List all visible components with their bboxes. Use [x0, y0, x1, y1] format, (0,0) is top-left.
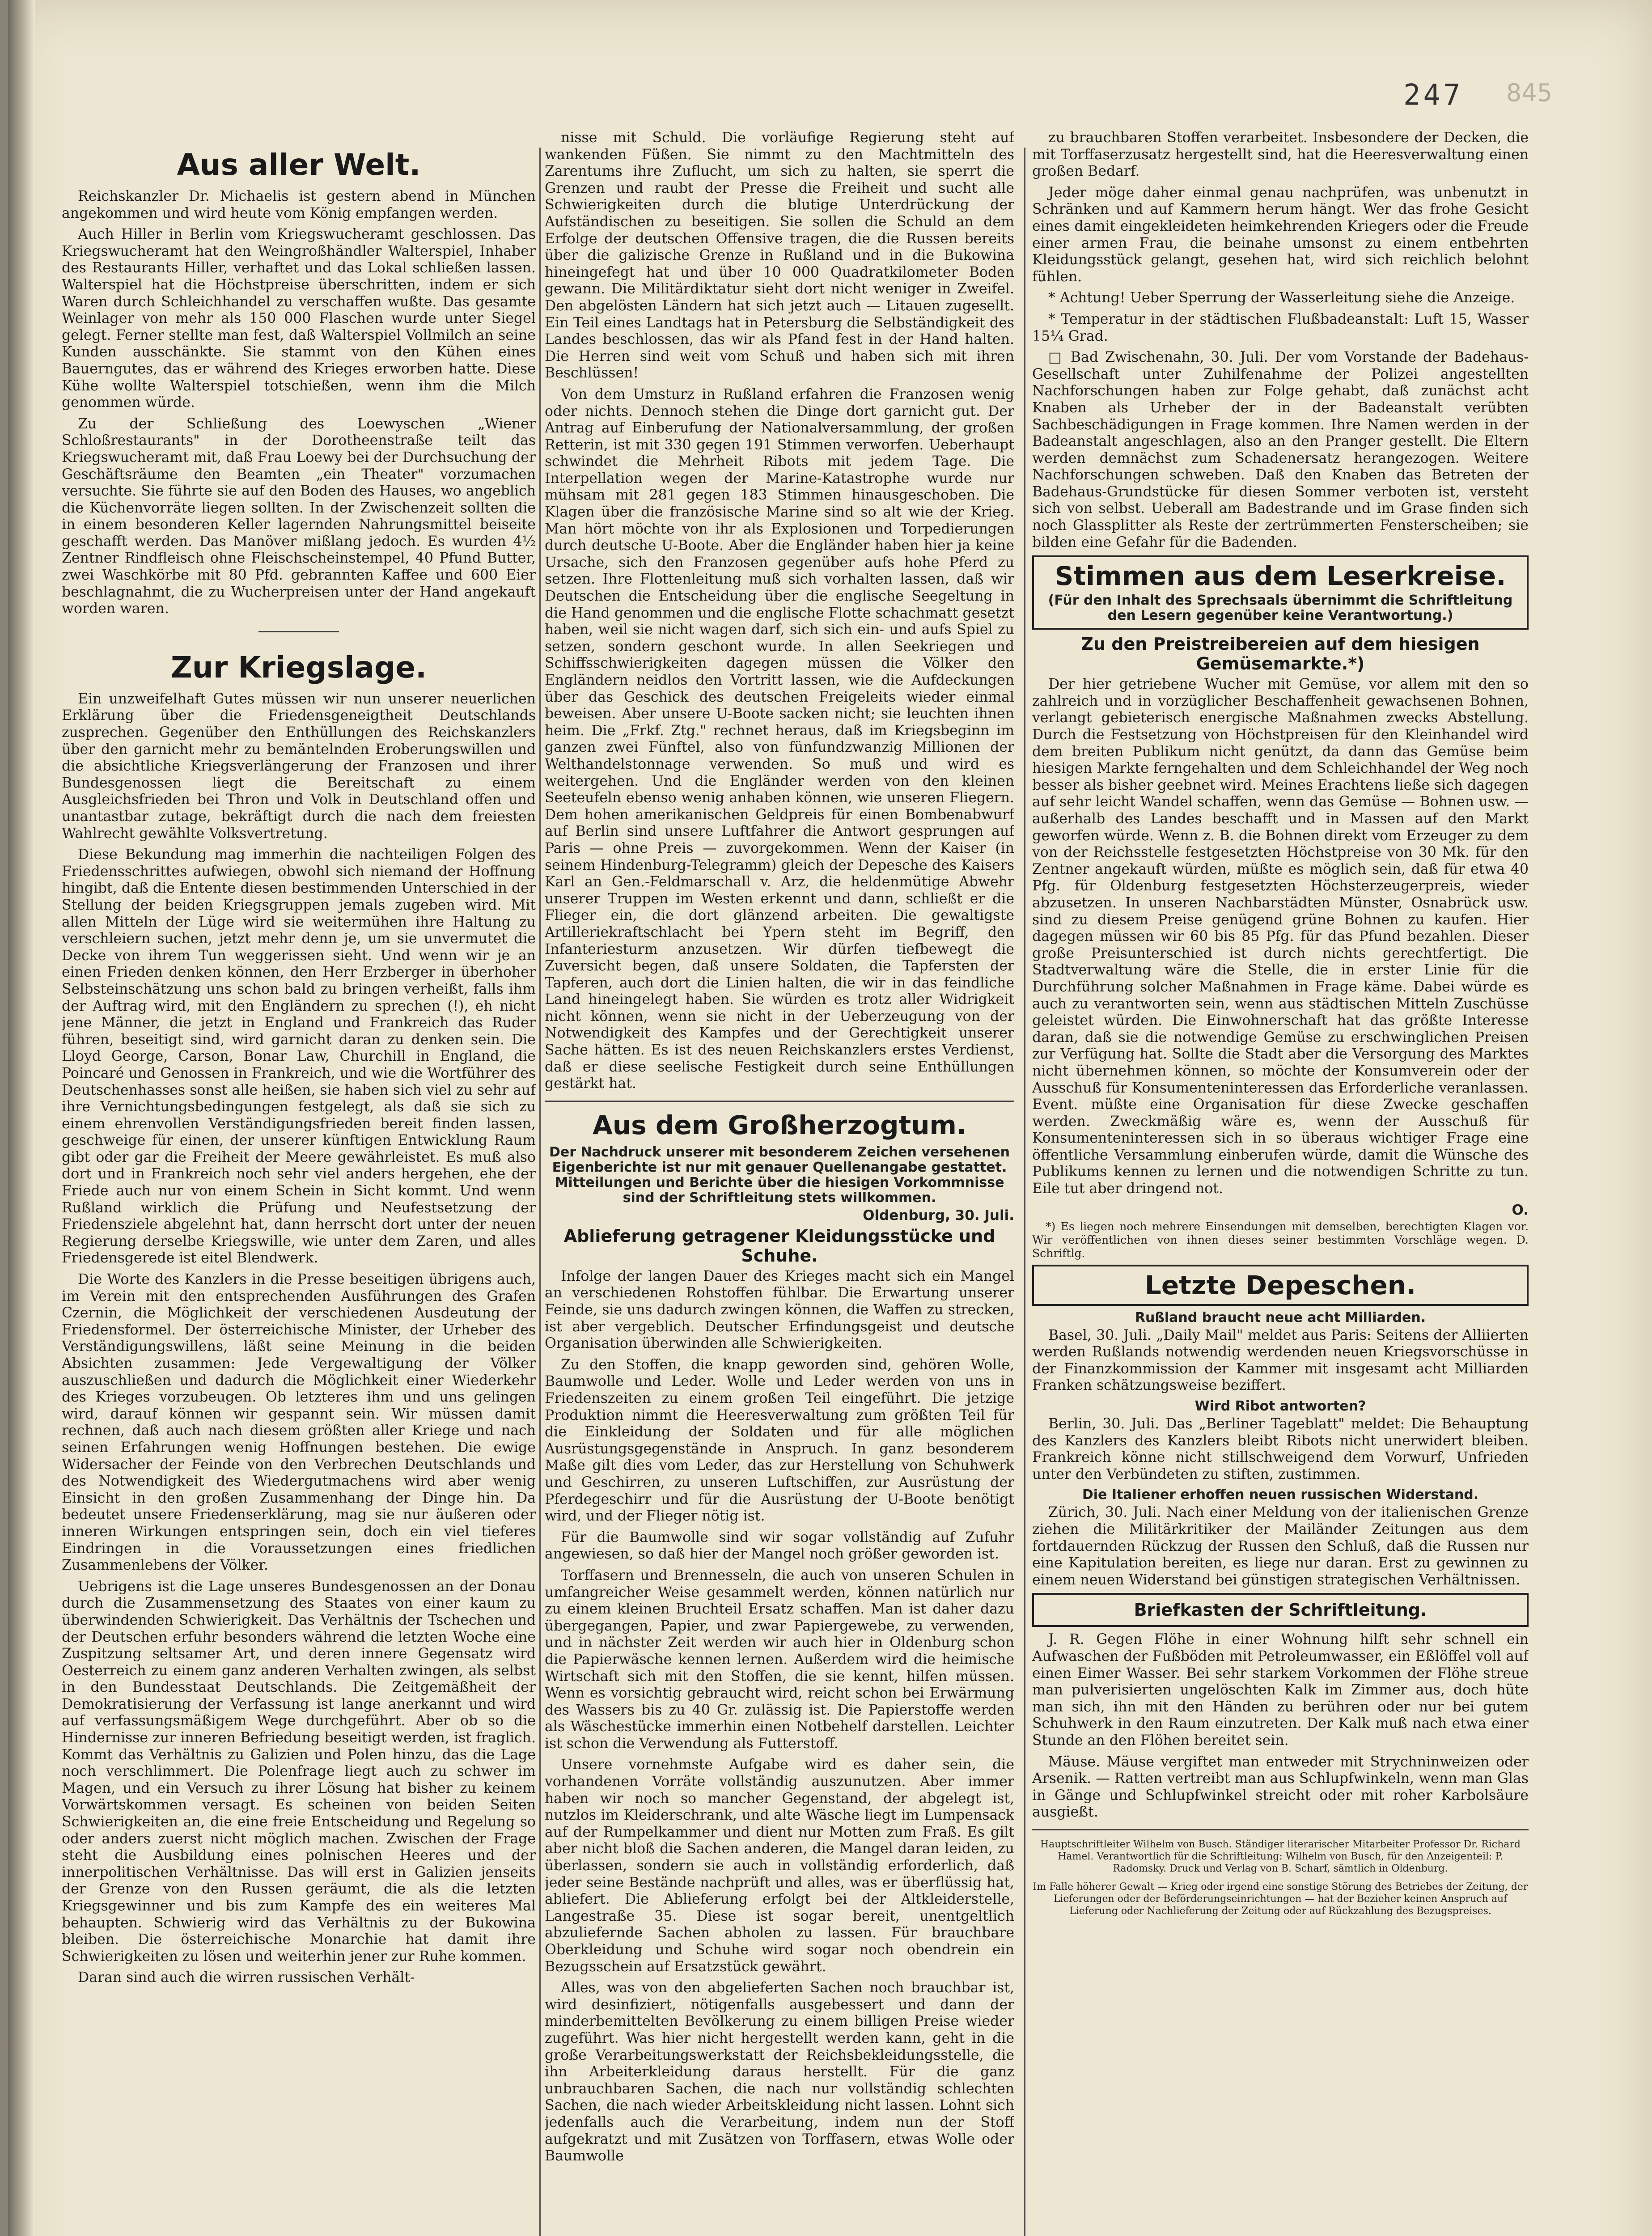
- force-majeure-notice: Im Falle höherer Gewalt — Krieg oder irgend eine sonstige Störung des Betriebes der Zeitung, der Lieferungen oder der Beförderungseinrichtungen — hat der Bezieher keinen Anspruch auf Lieferung oder Nachlieferung der Zeitung oder auf Rückzahlung des Bezugspreises.: [1033, 1881, 1528, 1917]
- depesche-zuerich: Zürich, 30. Juli. Nach einer Meldung von der italienischen Grenze ziehen die Militärkritiker der Mailänder Zeitungen aus dem fortdauernden Rückzug der Russen den Schluß, daß die Russen nur eine Kapitulation bereiten, es liege nur daran. Erst zu gewinnen zu einem neuen Widerstand bei günstigen strategischen Verhältnissen.: [1032, 1504, 1529, 1588]
- article-michaelis: Reichskanzler Dr. Michaelis ist gestern abend in München angekommen und wird heute vom König empfangen werden.: [62, 188, 536, 221]
- heading-preistreibereien: Zu den Preistreibereien auf dem hiesigen Gemüsemarkte.*): [1081, 634, 1480, 674]
- ablieferung-paragraph: Unsere vornehmste Aufgabe wird es daher sein, die vorhandenen Vorräte vollständig auszunutzen. Aber immer haben wir noch so mancher Gegenstand, der abgelegt ist, nutzlos im Kleiderschrank, und alte Wäsche liegt im Lumpensack auf der Rumpelkammer und dient nur Motten zum Fraß. Es gilt aber nicht bloß die Sachen anderen, die Mangel daran leiden, zu überlassen, sondern sie auch in vollständig erforderlich, daß jeder seine Bestände nachprüft und alles, was er überflüssig hat, abliefert. Die Ablieferung erfolgt bei der Altkleiderstelle, Langestraße 35. Diese ist sogar bereit, unentgeltlich abzuliefernde Sachen abholen zu lassen. Für brauchbare Oberkleidung und Schuhe wird sogar noch obendrein ein Bezugsschein auf Ersatzstück gewährt.: [545, 1757, 1014, 1975]
- article-hiller: Auch Hiller in Berlin vom Kriegswucheramt geschlossen. Das Kriegswucheramt hat den Weingroßhändler Walterspiel, Inhaber des Restaurants Hiller, verhaftet und das Lokal schließen lassen. Walterspiel hat die Höchstpreise überschritten, indem er sich Waren durch Schleichhandel zu verschaffen wußte. Das gesamte Weinlager von mehr als 150 000 Flaschen wurde unter Siegel gelegt. Ferner stellte man fest, daß Walterspiel Vollmilch an seine Kunden ausschänkte. Sie stammt von den Kühen eines Bauerngutes, das er während des Krieges erworben hatte. Diese Kühe wollte Walterspiel totschießen, wenn ihm die Milch genommen würde.: [62, 226, 536, 411]
- subhead-widerstand: Die Italiener erhoffen neuen russischen Widerstand.: [1082, 1487, 1479, 1503]
- column-3: [1032, 130, 1529, 2236]
- heading-briefkasten: Briefkasten der Schriftleitung.: [1134, 1600, 1427, 1620]
- depesche-basel: Basel, 30. Juli. „Daily Mail" meldet aus Paris: Seitens der Alliierten werden Rußlands notwendig werdenden neuen Kriegsvorschüsse in der Finanzkommission der Kammer mit insgesamt acht Milliarden Franken schätzungsweise beziffert.: [1032, 1327, 1529, 1394]
- ablieferung-continued: Jeder möge daher einmal genau nachprüfen, was unbenutzt in Schränken und auf Kammern herum hängt. Wer das frohe Gesicht eines damit eingekleideten heimkehrenden Kriegers oder die Freude einer armen Frau, die beinahe umsonst zu einem entbehrten Kleidungsstück gelangt, gesehen hat, wird sich reichlich belohnt fühlen.: [1032, 184, 1529, 285]
- subhead-ribot: Wird Ribot antworten?: [1195, 1398, 1366, 1414]
- stimmen-disclaimer: (Für den Inhalt des Sprechsaals übernimmt die Schriftleitung den Lesern gegenüber keine Verantwortung.): [1048, 593, 1513, 624]
- letter-gemuse: Der hier getriebene Wucher mit Gemüse, vor allem mit den so zahlreich und in vorzüglicher Beschaffenheit gewachsenen Bohnen, verlangt gebieterisch energische Maßnahmen zwecks Abstellung. Durch die Festsetzung von Höchstpreisen für den Kleinhandel wird dem breiten Publikum nicht genützt, da dann das Gemüse beim hiesigen Markte ferngehalten und dem Schleichhandel der Weg noch besser als bisher geebnet wird. Meines Erachtens ließe sich dagegen auf sehr leicht Wandel schaffen, wenn das Gemüse — Bohnen usw. — außerhalb des Landes beschafft und in Massen auf den Markt geworfen würde. Wenn z. B. die Bohnen direkt vom Erzeuger zu dem von der Reichsstelle festgesetzten Höchstpreise von 30 Mk. für den Zentner angekauft würden, müßte es möglich sein, daß für etwa 40 Pfg. für Oldenburg festgesetzten Höchsterzeugerpreis, wieder abzusetzen. In unseren Nachbarstädten Münster, Osnabrück usw. sind zu diesem Preise genügend grüne Bohnen zu kaufen. Hier dagegen müssen wir 60 bis 85 Pfg. für das Pfund bezahlen. Dieser große Preisunterschied ist durch nichts gerechtfertigt. Die Stadtverwaltung wäre die Stelle, die in erster Linie für die Durchführung solcher Maßnahmen in Frage käme. Dabei würde es auch zu verantworten sein, wenn aus städtischen Mitteln Zuschüsse geleistet würden. Die Einwohnerschaft hat das größte Interesse daran, daß sie die notwendige Gemüse zu erschwinglichen Preisen zur Verfügung hat. Sollte die Stadt aber die Versorgung des Marktes nicht übernehmen können, so möchte der Konsumverein oder der Ausschuß für Konsumenteninteressen das Erforderliche veranlassen. Event. müßte eine Organisation für diese Zwecke geschaffen werden. Zweckmäßig wäre es, wenn der Ausschuß für Konsumenteninteressen sich in so überaus wichtiger Frage eine öffentliche Versammlung einberufen würde, damit die Wünsche des Publikums kennen zu lernen und die notwendigen Schritte zu tun. Eile tut aber dringend not.: [1032, 676, 1529, 1197]
- dateline: Oldenburg, 30. Juli.: [863, 1207, 1014, 1224]
- ablieferung-paragraph: Zu den Stoffen, die knapp geworden sind, gehören Wolle, Baumwolle und Leder. Wolle und Leder werden von uns in Friedenszeiten zu einem großen Teil eingeführt. Die jetzige Produktion nimmt die Heeresverwaltung zum größten Teil für die Einkleidung der Soldaten und für alle möglichen Ausrüstungsgegenstände in Anspruch. In ganz besonderem Maße gilt dies vom Leder, das zur Herstellung von Schuhwerk und Geschirren, zu unseren Luftschiffen, zur Ausrüstung der Pferdegeschirr und für die Ausrüstung der U-Boote benötigt wird, und der Flieger nötig ist.: [545, 1356, 1014, 1525]
- section-divider: [258, 631, 339, 632]
- heading-grossherzogtum: Aus dem Großherzogtum.: [593, 1110, 966, 1140]
- column-rule-1: [539, 148, 541, 2236]
- kriegslage-paragraph: Die Worte des Kanzlers in die Presse beseitigen übrigens auch, im Verein mit den entsprechenden Ausführungen des Grafen Czernin, die Möglichkeit der verschiedenen Ausdeutung der Friedensformel. Der österreichische Minister, der Urheber des Verständigungswillens, läßt seine Meinung in die beiden Absichten zusammen: Jede Vergewaltigung der Völker auszuschließen und dadurch die Möglichkeit einer Wiederkehr des Krieges vorzubeugen. Ob letzteres ihm und uns gelingen wird, darauf können wir gespannt sein. Wir müssen damit rechnen, daß auch nach diesem größten aller Kriege und nach seinen Erfahrungen wenig Hoffnungen bestehen. Die ewige Widersacher der Feinde von den Verbrechen Deutschlands und des Notwendigkeit des Wiedergutmachens wird aber wenig Einsicht in den großen Zusammenhang der Dinge hin. Da bedeutet unsere Friedenserklärung, mag sie nur äußeren oder inneren Wirkungen entspringen sein, doch ein viel tieferes Eindringen in die Voraussetzungen eines friedlichen Zusammenlebens der Völker.: [62, 1271, 536, 1574]
- heading-aus-aller-welt: Aus aller Welt.: [177, 148, 421, 182]
- stimmen-header-box: [1032, 555, 1529, 630]
- notice-wasserleitung: * Achtung! Ueber Sperrung der Wasserleitung siehe die Anzeige.: [1048, 290, 1515, 306]
- page-number: 247: [1403, 79, 1463, 112]
- depesche-berlin: Berlin, 30. Juli. Das „Berliner Tageblatt" meldet: Die Behauptung des Kanzlers des Kanzlers bleibt Ribots nicht unerwidert bleiben. Frankreich könne nicht stillschweigend dem Vorwurf, Unfrieden unter den Verbündeten zu stiften, zustimmen.: [1032, 1416, 1529, 1482]
- kriegslage-paragraph: Ein unzweifelhaft Gutes müssen wir nun unserer neuerlichen Erklärung über die Friedensgeneigtheit Deutschlands zusprechen. Gegenüber den Enthüllungen des Reichskanzlers über den garnicht mehr zu bemäntelnden Eroberungswillen und die absichtliche Kriegsverlängerung der Franzosen und ihrer Bundesgenossen liegt die Bereitschaft zu einem Ausgleichsfrieden bei Thron und Volk in Deutschland offen und unantastbar zutage, bekräftigt durch die nach dem freiesten Wahlrecht gewählte Volksvertretung.: [62, 690, 536, 842]
- heading-ablieferung: Ablieferung getragener Kleidungsstücke und Schuhe.: [563, 1226, 995, 1266]
- kriegslage-continued: Von dem Umsturz in Rußland erfahren die Franzosen wenig oder nichts. Dennoch stehen die Dinge dort garnicht gut. Der Antrag auf Einberufung der Nationalversammlung, der großen Retterin, ist mit 330 gegen 191 Stimmen verworfen. Ueberhaupt schwindet die Mehrheit Ribots mit jedem Tage. Die Interpellation wegen der Marine-Katastrophe wurde nur mühsam mit 281 gegen 183 Stimmen hinausgeschoben. Die Klagen über die französische Marine sind so alt wie der Krieg. Man hört möchte von ihr als Explosionen und Torpedierungen durch deutsche U-Boote. Aber die Engländer haben hier ja keine Ursache, sich den Franzosen gegenüber aufs hohe Pferd zu setzen. Ihre Flottenleitung muß sich vorhalten lassen, daß wir Deutschen die Entscheidung über die englische Seegeltung in die Hand genommen und die englische Flotte schachmatt gesetzt haben, weil sie nicht wagen darf, sich sich ein- und aufs Spiel zu setzen, sondern geschont wurde. In allen Seekriegen und Schiffsschwierigkeiten dagegen müssen die Völker den Engländern neidlos den Vortritt lassen, wie die Aufdeckungen über das Geschick des deutschen Freigeleits wieder einmal beweisen. Aber unsere U-Boote sacken nicht; sie leuchten ihnen heim. Die „Frkf. Ztg." rechnet heraus, daß im Kriegsbeginn im ganzen zwei Fünftel, also von fünfundzwanzig Millionen der Welthandelstonnage verwenden. So muß und wird es weitergehen. Und die Engländer werden von den kleinen Seeteufeln ebenso wenig anhaben können, wie unseren Fliegern. Dem hohen amerikanischen Geldpreis für einen Bombenabwurf auf Berlin sind unsere Luftfahrer die Antwort gesprungen auf Paris — ohne Preis — zuvorgekommen. Wenn der Kaiser (in seinem Hindenburg-Telegramm) gleich der Depesche des Kaisers Karl an Gen.-Feldmarschall v. Arz, die heldenmütige Abwehr unserer Truppen im Westen erkennt und dann, schließt er die Flieger ein, die dort glänzend arbeiten. Die gewaltigste Artilleriekraftschlacht bei Ypern steht im Begriff, den Infanteriesturm anzusetzen. Wir dürfen tiefbewegt die Zuversicht begen, daß unsere Soldaten, die Tapfersten der Tapferen, auch dort die Linien halten, die wir in das feindliche Land hineingelegt haben. Sie würden es trotz aller Widrigkeit nicht können, wenn sie nicht in der Ueberzeugung von der Notwendigkeit des Kampfes und der Gerechtigkeit unserer Sache hätten. Es ist des neuen Reichskanzlers erstes Verdienst, daß er diese seelische Festigkeit durch seine Enthüllungen gestärkt hat.: [545, 386, 1014, 1092]
- ablieferung-paragraph: Infolge der langen Dauer des Krieges macht sich ein Mangel an verschiedenen Rohstoffen fühlbar. Die Erwartung unserer Feinde, sie uns dadurch zwingen können, die Waffen zu strecken, ist aber vergeblich. Deutscher Erfindungsgeist und deutsche Organisation überwinden alle Schwierigkeiten.: [545, 1268, 1014, 1352]
- editor-note: *) Es liegen noch mehrere Einsendungen mit demselben, berechtigten Klagen vor. Wir veröffentlichen von ihnen dieses seiner bestimmten Vorschläge wegen. D. Schriftlg.: [1032, 1220, 1529, 1260]
- column-1: [62, 130, 536, 2236]
- briefkasten-floehe: J. R. Gegen Flöhe in einer Wohnung hilft sehr schnell ein Aufwaschen der Fußböden mit Petroleumwasser, ein Eßlöffel voll auf einen Eimer Wasser. Bei sehr starkem Vorkommen der Flöhe streue man pulverisierten ungelöschten Kalk im Zimmer aus, doch hüte man sich, ihn mit den Händen zu berühren oder nur bei gutem Schuhwerk in den Raum einzutreten. Der Kalk muß nach etwa einer Stunde an den Flöhen bereitet sein.: [1032, 1631, 1529, 1749]
- section-divider: [545, 1101, 1014, 1102]
- column-2: [545, 130, 1014, 2236]
- kriegslage-continued: nisse mit Schuld. Die vorläufige Regierung steht auf wankenden Füßen. Sie nimmt zu den Machtmitteln des Zarentums ihre Zuflucht, um sich zu halten, sie sperrt die Grenzen und raubt der Presse die Freiheit und sucht alle Schwierigkeiten durch die blutige Unterdrückung der Aufständischen zu beseitigen. Sie sollen die Schuld an dem Erfolge der deutschen Offensive tragen, die die Russen bereits über die galizische Grenze in Rußland und in die Bukowina hineingefegt hat und über 10 000 Quadratkilometer Boden gewann. Die Militärdiktatur sieht dort nicht weniger in Zweifel. Den abgelösten Ländern hat sich jetzt auch — Litauen zugesellt. Ein Teil eines Landtags hat in Petersburg die Selbständigkeit des Landes beschlossen, das wir als Pfand fest in der Hand halten. Die Herren sind weit vom Schuß und haben sich mit ihren Beschlüssen!: [545, 130, 1014, 381]
- imprint-divider: [1032, 1829, 1529, 1830]
- ablieferung-paragraph: Für die Baumwolle sind wir sogar vollständig auf Zufuhr angewiesen, so daß hier der Mangel noch größer geworden ist.: [545, 1529, 1014, 1563]
- briefkasten-maeuse: Mäuse. Mäuse vergiftet man entweder mit Strychninweizen oder Arsenik. — Ratten vertreibt man aus Schlupfwinkeln, wenn man Glas in Gänge und Schlupfwinkel streicht oder mit roher Karbolsäure ausgießt.: [1032, 1753, 1529, 1821]
- article-zwischenahn: □ Bad Zwischenahn, 30. Juli. Der vom Vorstande der Badehaus-Gesellschaft unter Zuhilfenahme der Polizei angestellten Nachforschungen haben zur Folge gehabt, daß zunächst acht Knaben als Urheber der in der Badeanstalt verübten Sachbeschädigungen in Frage kommen. Ihre Namen werden in der Badeanstalt angeschlagen, also an den Pranger gestellt. Die Eltern werden demnächst zum Schadenersatz herangezogen. Weitere Nachforschungen schweben. Daß den Knaben das Betreten der Badehaus-Grundstücke für diesen Sommer verboten ist, versteht sich von selbst. Ueberall am Badestrande und im Grase finden sich noch Glassplitter als Reste der zertrümmerten Fensterscheiben; sie bilden eine Gefahr für die Badenden.: [1032, 349, 1529, 551]
- heading-letzte-depeschen: Letzte Depeschen.: [1144, 1270, 1416, 1300]
- briefkasten-header-box: [1032, 1593, 1529, 1627]
- page-spine-shadow: [8, 0, 35, 2236]
- article-loewy: Zu der Schließung des Loewyschen „Wiener Schloßrestaurants" in der Dorotheenstraße teilt das Kriegswucheramt mit, daß Frau Loewy bei der Durchsuchung der Geschäftsräume den Beamten „ein Theater" vorzumachen versuchte. Sie führte sie auf den Boden des Hauses, wo angeblich die Küchenvorräte liegen sollten. In der Zwischenzeit sollten die in einem besonderen Keller lagernden Nahrungsmittel beiseite geschafft werden. Das Manöver mißlang jedoch. Es wurden 4½ Zentner Rindfleisch ohne Fleischscheinstempel, 40 Pfund Butter, zwei Waschkörbe mit 80 Pfd. gebrannten Kaffee und 600 Eier beschlagnahmt, die zu Wucherpreisen unter der Hand angekauft worden waren.: [62, 415, 536, 617]
- pencil-annotation: 845: [1506, 79, 1553, 107]
- subhead-milliarden: Rußland braucht neue acht Milliarden.: [1135, 1309, 1426, 1326]
- letter-signature: O.: [1512, 1202, 1529, 1218]
- heading-stimmen: Stimmen aus dem Leserkreise.: [1055, 561, 1506, 592]
- reprint-notice: Der Nachdruck unserer mit besonderem Zeichen versehenen Eigenberichte ist nur mit genauer Quellenangabe gestattet. Mitteilungen und Berichte über die hiesigen Vorkommnisse sind der Schriftleitung stets willkommen.: [549, 1144, 1010, 1206]
- ablieferung-continued: zu brauchbaren Stoffen verarbeitet. Insbesondere der Decken, die mit Torffaserzusatz hergestellt sind, hat die Heeresverwaltung einen großen Bedarf.: [1032, 130, 1529, 180]
- ablieferung-paragraph: Torffasern und Brennesseln, die auch von unseren Schulen in umfangreicher Weise gesammelt werden, können natürlich nur zu einem kleinen Bruchteil Ersatz schaffen. Man ist daher dazu übergegangen, Papier, und zwar Papiergewebe, zu verwenden, und in nächster Zeit werden wir auch hier in Oldenburg schon die Papierwäsche kennen lernen. Außerdem wird die heimische Wirtschaft sich mit den Stoffen, die sie kennt, hilfen müssen. Wenn es vorsichtig gebraucht wird, reicht schon bei Erwärmung des Wassers bis zu 40 Gr. zulässig ist. Die Papierstoffe werden als Wäschestücke immerhin einen Notbehelf darstellen. Leichter ist schon die Verwendung als Futterstoff.: [545, 1567, 1014, 1752]
- newspaper-page: [8, 0, 1652, 2236]
- imprint: Hauptschriftleiter Wilhelm von Busch. Ständiger literarischer Mitarbeiter Professor Dr. Richard Hamel. Verantwortlich für die Schriftleitung: Wilhelm von Busch, für den Anzeigenteil: P. Radomsky. Druck und Verlag von B. Scharf, sämtlich in Oldenburg.: [1040, 1838, 1521, 1874]
- heading-kriegslage: Zur Kriegslage.: [170, 650, 427, 685]
- notice-temperatur: * Temperatur in der städtischen Flußbadeanstalt: Luft 15, Wasser 15¼ Grad.: [1032, 311, 1529, 344]
- depeschen-header-box: [1032, 1265, 1529, 1306]
- kriegslage-paragraph: Uebrigens ist die Lage unseres Bundesgenossen an der Donau durch die Zusammensetzung des Staates von einer kaum zu überwindenden Schwierigkeit. Das Verhältnis der Tschechen und der Deutschen erfuhr besonders während die letzten Woche eine Zuspitzung seltsamer Art, und deren innere Gegensatz wird Oesterreich zu einem ganz anderen Verhalten zwingen, als selbst in den Bundesstaat Deutschlands. Die Zeitgemäßheit der Demokratisierung der Verfassung ist lange anerkannt und wird auf verfassungsmäßigem Wege durchgeführt. Aber ob so die Hindernisse zur inneren Befriedung beseitigt werden, ist fraglich. Kommt das Verhältnis zu Galizien und Polen hinzu, das die Lage noch verschlimmert. Die Polenfrage liegt auch zu schwer im Magen, und ein Versuch zu ihrer Lösung hat bisher zu keinem Vorwärtskommen versagt. Es scheinen von beiden Seiten Schwierigkeiten an, die eine freie Entscheidung und Regelung so oder anders zuerst nicht möglich machen. Zwischen der Frage steht die Ausbildung eines polnischen Heeres und der innerpolitischen Verhältnisse. Das will erst in Galizien jenseits der Grenze von den Russen geräumt, die als die letzten Kriegsgewinner und bis zum Kampfe des ein weiteres Mal behaupten. Schwierig wird das Verhältnis zu der Bukowina bleiben. Die österreichische Monarchie hat damit ihre Schwierigkeiten zu lösen und weiterhin jener zur Ruhe kommen.: [62, 1578, 536, 1965]
- kriegslage-paragraph: Daran sind auch die wirren russischen Verhält-: [78, 1969, 415, 1986]
- kriegslage-paragraph: Diese Bekundung mag immerhin die nachteiligen Folgen des Friedensschrittes aufwiegen, obwohl sich niemand der Hoffnung hingibt, daß die Entente diesen bestimmenden Unterschied in der Stellung der beiden Kriegsgruppen jemals zugeben wird. Mit allen Mitteln der Lüge wird sie weitermühen ihre Haltung zu verschleiern suchen, jetzt mehr denn je, um sie unvermutet die Decke von ihrem Tun weggerissen sieht. Und wenn wir je an einen Frieden denken können, den Herr Erzberger in überhoher Selbsteinschätzung uns schon bald zu bringen verheißt, falls ihm der Auftrag wird, mit den Engländern zu sprechen (!), eh nicht jene Männer, die jetzt in England und Frankreich das Ruder führen, beseitigt sind, wird garnicht daran zu denken sein. Die Lloyd George, Carson, Bonar Law, Churchill in England, die Poincaré und Genossen in Frankreich, und wie die Wortführer des Deutschenhasses sonst alle heißen, sie haben sich viel zu sehr auf ihre Vernichtungsbedingungen festgelegt, als daß sie sich zu einem ehrenvollen Verständigungsfrieden bereit finden lassen, geschweige für einen, der unserer künftigen Entwicklung Raum gibt oder gar die Freiheit der Meere gewährleistet. Es muß also dort und in Frankreich noch sehr viel anders hergehen, ehe der Friede auch nur von einem Schein in Sicht kommt. Und wenn Rußland wirklich die Prüfung und Neufestsetzung der Friedensziele abgelehnt hat, dann herrscht dort unter der neuen Regierung derselbe Kriegswille, wie unter dem Zaren, und alles Friedensgerede ist eitel Blendwerk.: [62, 847, 536, 1266]
- ablieferung-paragraph: Alles, was von den abgelieferten Sachen noch brauchbar ist, wird desinfiziert, nötigenfalls ausgebessert und dann der minderbemittelten Bevölkerung zu einem billigen Preise wieder zugeführt. Was hier nicht hergestellt werden kann, geht in die große Verarbeitungswerkstatt der Reichsbekleidungsstelle, die ihn Arbeiterkleidung daraus herstellt. Für die ganz unbrauchbaren Sachen, die nach nur vollständig schlechten Sachen, die nach wieder Arbeitskleidung nicht lassen. Lohnt sich jedenfalls auch die Verarbeitung, indem nun der Stoff aufgekratzt und mit Zusätzen von Torffasern, etwas Wolle oder Baumwolle: [545, 1980, 1014, 2164]
- column-rule-2: [1024, 148, 1025, 2236]
